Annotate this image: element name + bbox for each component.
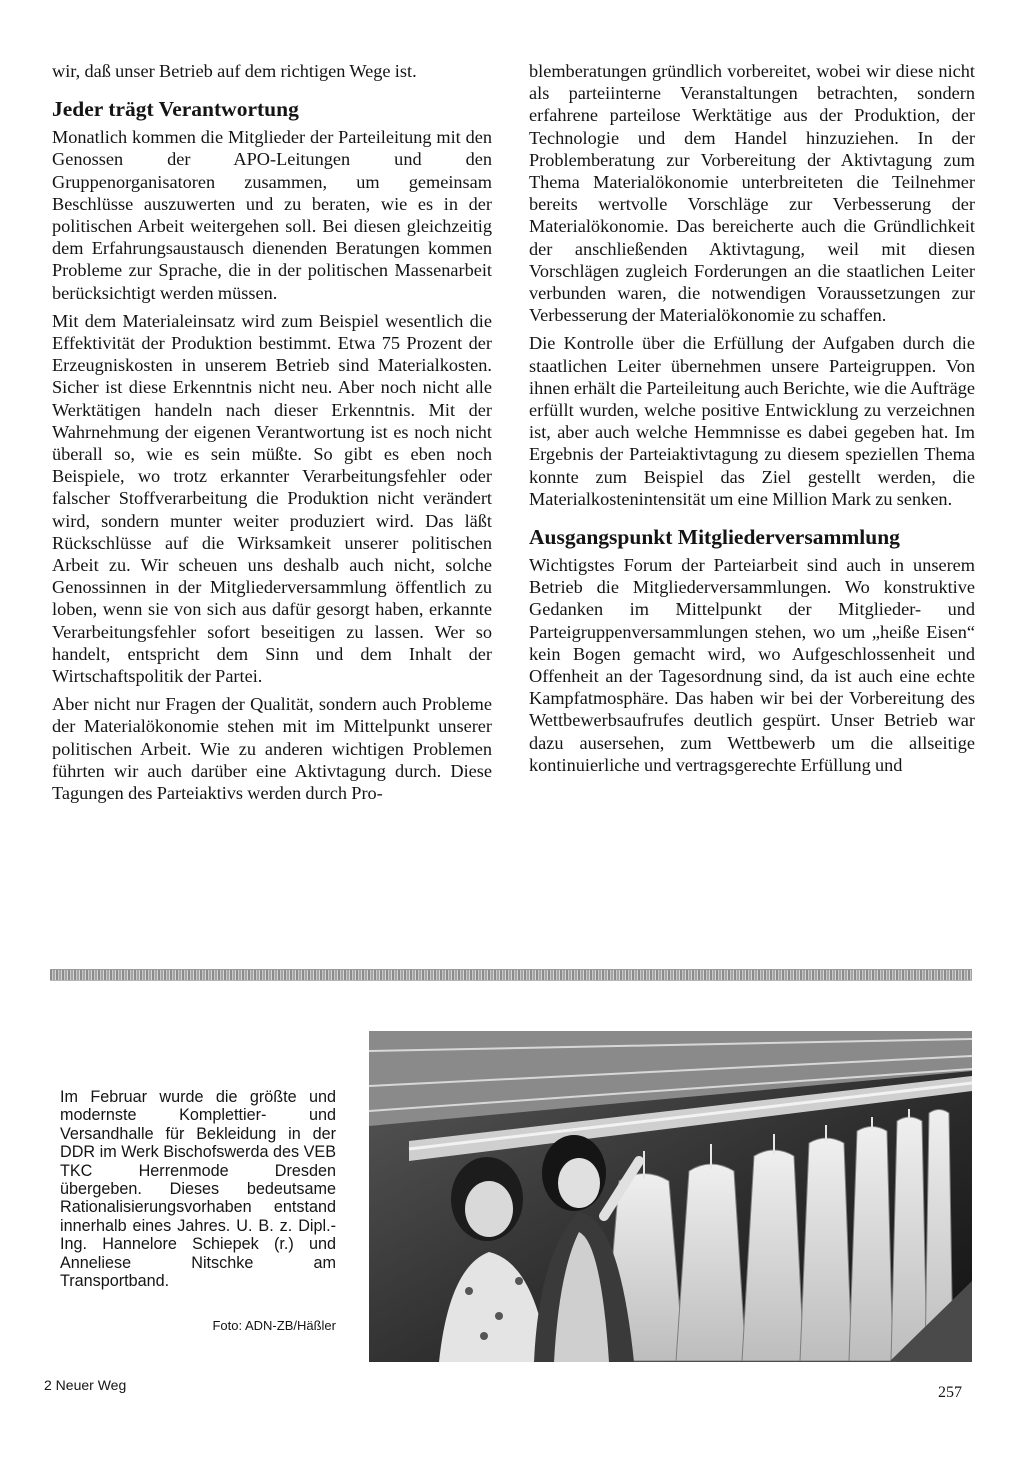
body-paragraph: Aber nicht nur Fragen der Qualität, sondern auch Probleme der Materialökonomie stehen mit im Mittelpunkt unserer politischen Arbeit. Wie zu anderen wichtigen Problemen führten wir auch darüber eine Aktivtagung durch. Diese Tagungen des Parteiaktivs werden durch Pro- bbox=[52, 694, 492, 804]
page-number: 257 bbox=[938, 1384, 962, 1401]
press-photo bbox=[369, 1031, 972, 1362]
body-paragraph: Die Kontrolle über die Erfüllung der Aufgaben durch die staatlichen Leiter übernehmen unsere Parteigruppen. Von ihnen erhält die Parteileitung auch Berichte, wie die Aufträge erfüllt wurden, welche positive Entwicklung zu verzeichnen ist, aber auch welche Hemmnisse es dabei gegeben hat. Im Ergebnis der Parteiaktivtagung zu diesem speziellen Thema konnte zum Beispiel das Ziel gestellt werden, die Materialkostenintensität um eine Million Mark zu senken. bbox=[529, 333, 975, 509]
horizontal-divider bbox=[50, 969, 972, 981]
footer-publication: 2 Neuer Weg bbox=[44, 1377, 127, 1393]
body-paragraph: Wichtigstes Forum der Parteiarbeit sind auch in unserem Betrieb die Mitgliederversammlungen. Wo konstruktive Gedanken im Mittelpunkt der Mitglieder- und Parteigruppenversammlungen stehen, wo um „heiße Eisen“ kein Bogen gemacht wird, wo Aufgeschlossenheit und Offenheit an der Tagesordnung sind, da ist auch eine echte Kampfatmosphäre. Das haben wir bei der Vorbereitung des Wettbewerbsaufrufes deutlich gespürt. Unser Betrieb war dazu ausersehen, zum Wettbewerb um die allseitige kontinuierliche und vertragsgerechte Erfüllung und bbox=[529, 555, 975, 775]
body-paragraph: Mit dem Materialeinsatz wird zum Beispiel wesentlich die Effektivität der Produktion bestimmt. Etwa 75 Prozent der Erzeugniskosten in unserem Betrieb sind Materialkosten. Sicher ist diese Erkenntnis nicht neu. Aber noch nicht alle Werktätigen handeln nach dieser Erkenntnis. Mit der Wahrnehmung der eigenen Verantwortung ist es noch nicht überall so, wie es sein müßte. So gibt es eben noch Beispiele, wo trotz erkannter Verarbeitungsfehler oder falscher Stoffverarbeitung die Produktion nicht verändert wird, sondern munter weiter produziert wird. Das läßt Rückschlüsse auf die Wirksamkeit unserer politischen Arbeit zu. Wir scheuen uns deshalb auch nicht, solche Genossinnen in der Mitgliederversammlung öffentlich zu loben, wenn sie von sich aus dafür gesorgt haben, erkannte Verarbeitungsfehler sofort beseitigen zu lassen. Wer so handelt, entspricht dem Sinn und dem Inhalt der Wirtschaftspolitik der Partei. bbox=[52, 310, 492, 687]
intro-paragraph: wir, daß unser Betrieb auf dem richtigen Wege ist. bbox=[52, 61, 417, 81]
body-paragraph: Monatlich kommen die Mitglieder der Parteileitung mit den Genossen der APO-Leitungen und den Gruppenorganisatoren zusammen, um gemeinsam Beschlüsse auszuwerten und zu beraten, wie es in der politischen Arbeit weitergehen soll. Bei diesen gleichzeitig dem Erfahrungsaustausch dienenden Beratungen kommen Probleme zur Sprache, die in der politischen Massenarbeit berücksichtigt werden müssen. bbox=[52, 127, 492, 303]
body-paragraph: blemberatungen gründlich vorbereitet, wobei wir diese nicht als parteiinterne Veranstaltungen betrachten, sondern erfahrene parteilose Werktätige aus der Produktion, der Technologie und dem Handel hinzuziehen. In der Problemberatung zur Vorbereitung der Aktivtagung zum Thema Materialökonomie unterbreiteten die Teilnehmer bereits wertvolle Vorschläge zur Verbesserung der Materialökonomie. Das bereicherte auch die Gründlichkeit der anschließenden Aktivtagung, weil mit diesen Vorschlägen zugleich Forderungen an die staatlichen Leiter verbunden waren, die notwendigen Voraussetzungen zur Verbesserung der Materialökonomie zu schaffen. bbox=[529, 61, 975, 326]
photo-caption: Im Februar wurde die größte und modernste Komplettier- und Versandhalle für Bekleidung in der DDR im Werk Bischofswerda des VEB TKC Herrenmode Dresden übergeben. Dieses bedeutsame Rationalisierungsvorhaben entstand innerhalb eines Jahres. U. B. z. Dipl.-Ing. Hannelore Schiepek (r.) und Anneliese Nitschke am Transportband. bbox=[60, 1088, 336, 1291]
photo-credit: Foto: ADN-ZB/Häßler bbox=[212, 1318, 336, 1333]
section-heading-mitgliederversammlung: Ausgangspunkt Mitgliederversammlung bbox=[529, 525, 900, 550]
section-heading-verantwortung: Jeder trägt Verantwortung bbox=[52, 97, 299, 122]
left-column bbox=[52, 60, 492, 804]
right-column bbox=[529, 60, 975, 776]
